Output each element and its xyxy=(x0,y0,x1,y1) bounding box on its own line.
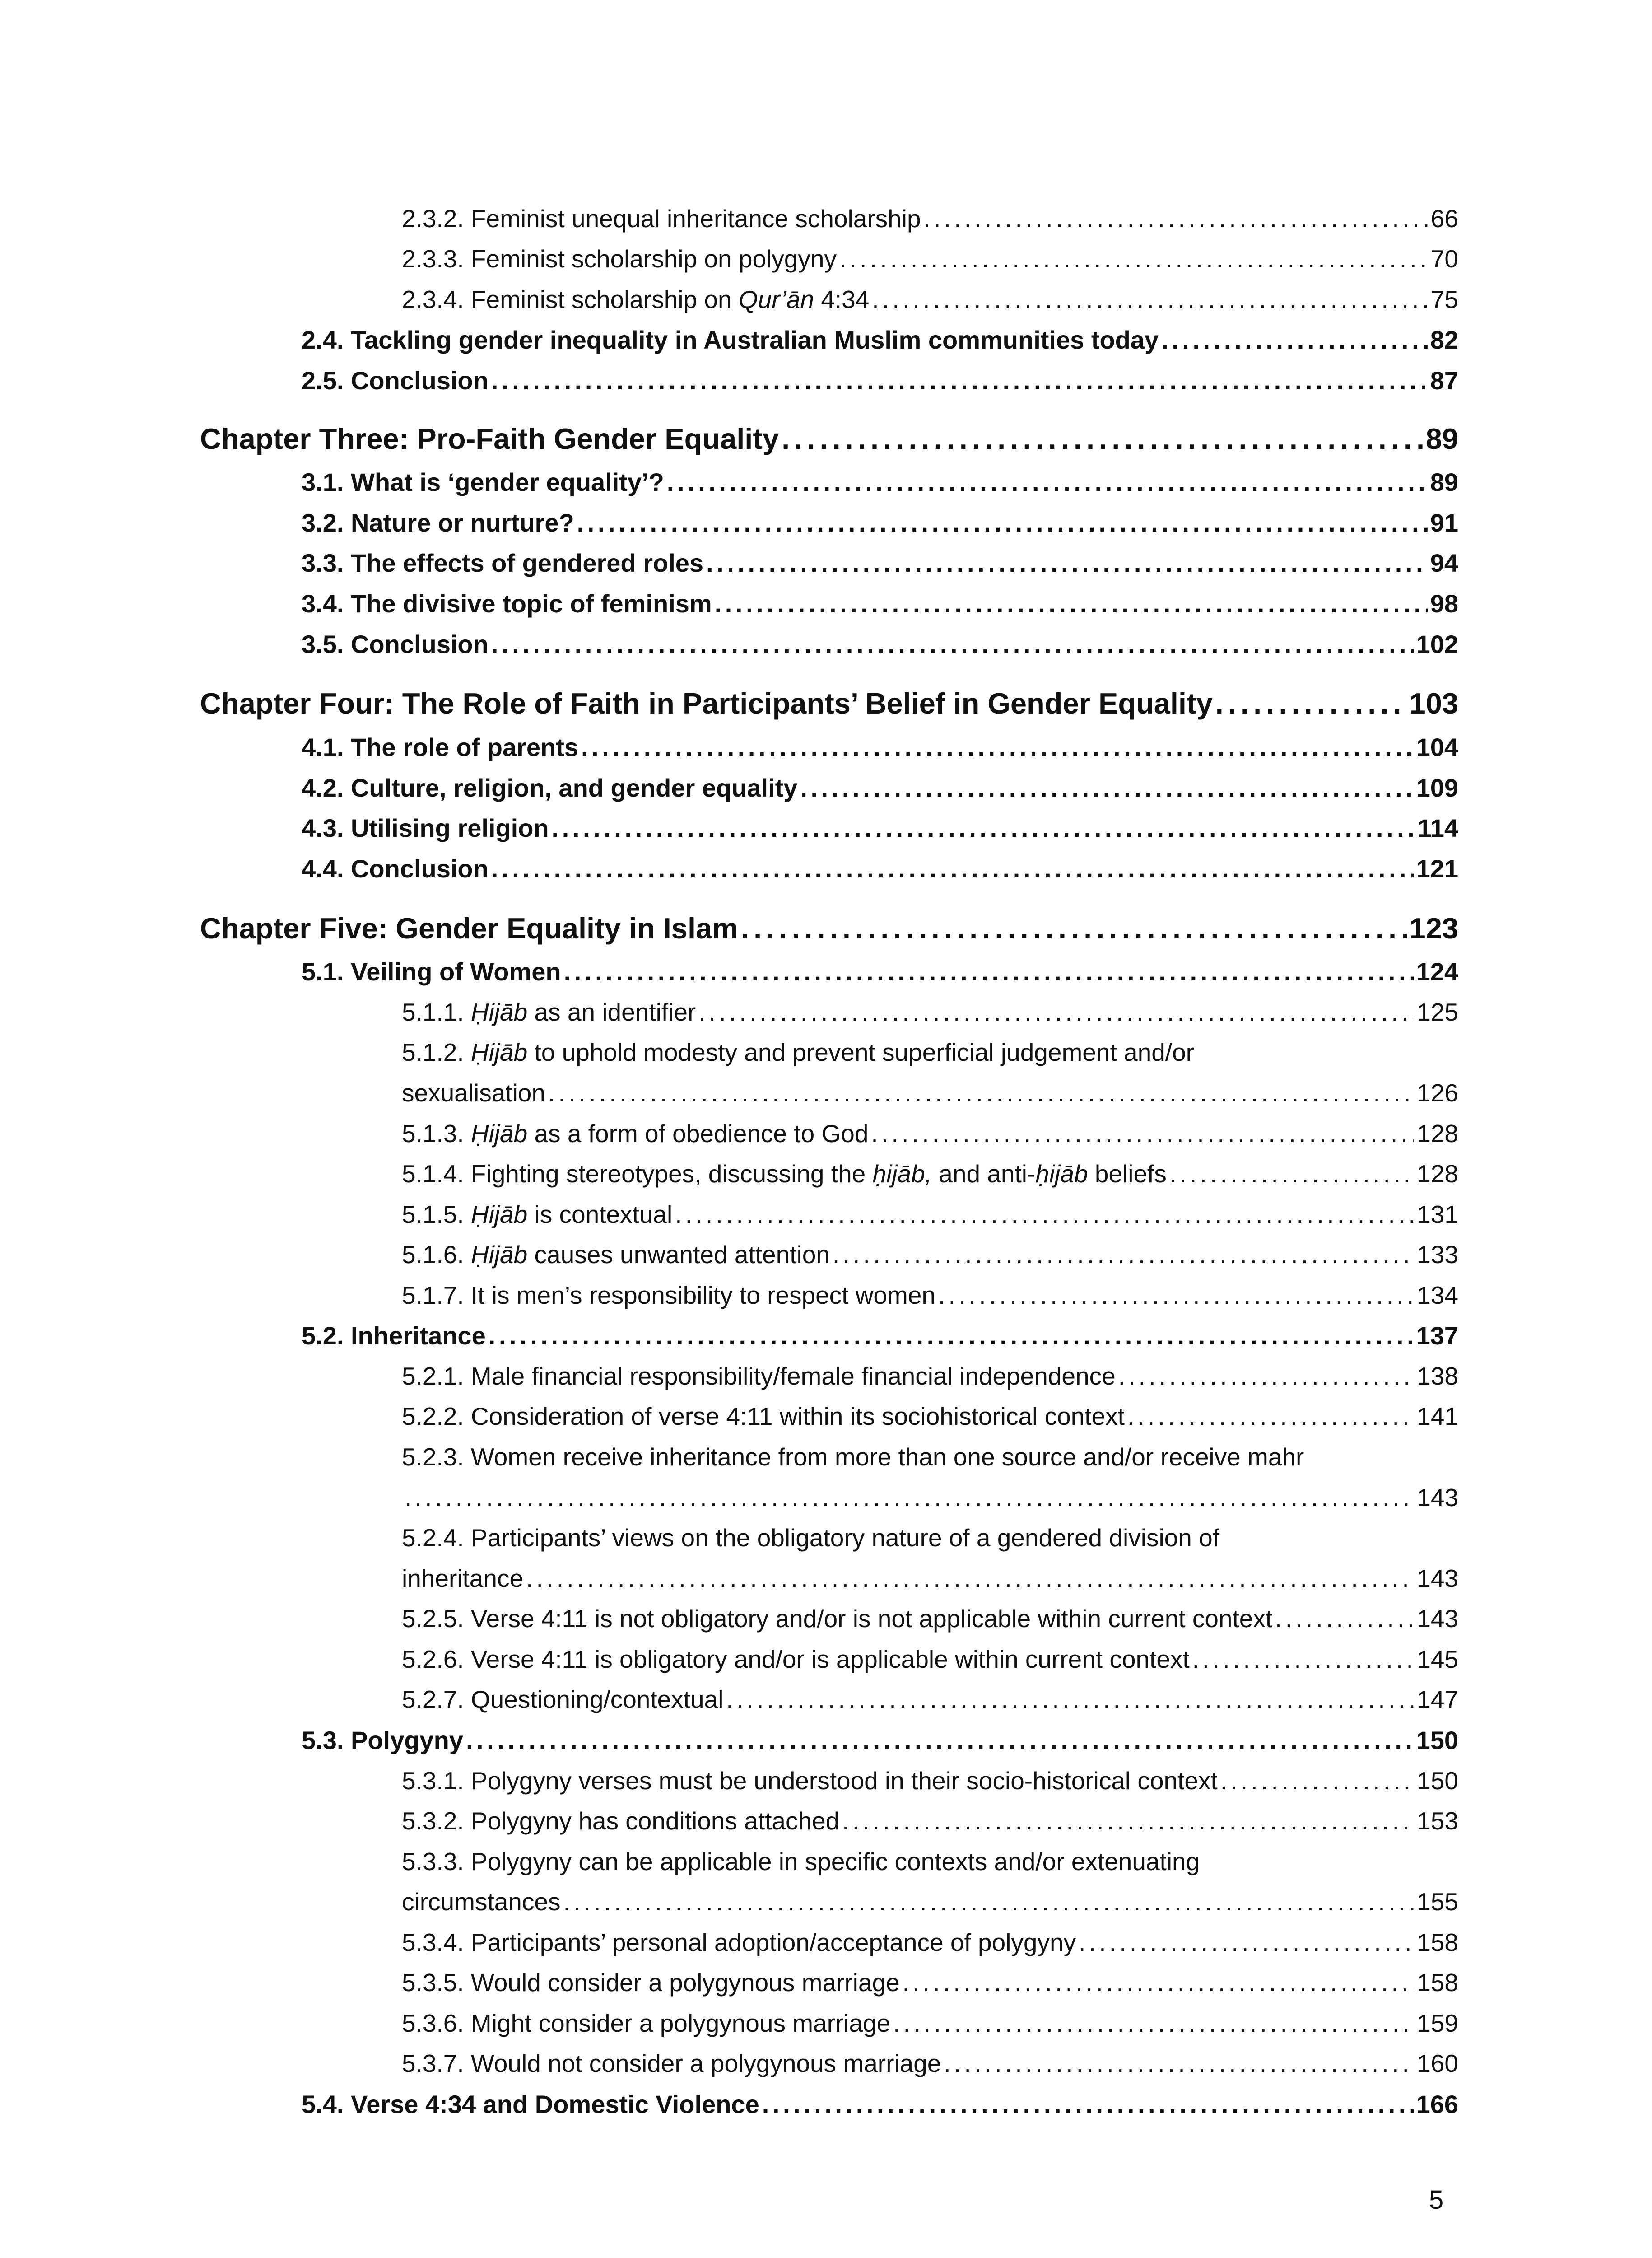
toc-entry[interactable] xyxy=(402,1159,1458,1188)
toc-section[interactable] xyxy=(302,508,1458,537)
toc-entry-title: 3.3. The effects of gendered roles xyxy=(302,549,704,577)
dot-leader xyxy=(893,2009,1414,2038)
toc-entry-page: 109 xyxy=(1416,774,1458,802)
page-number: 5 xyxy=(1429,2185,1444,2215)
toc-entry-title: 4.4. Conclusion xyxy=(302,854,489,883)
dot-leader xyxy=(1079,1928,1414,1957)
toc-entry-title: 3.1. What is ‘gender equality’? xyxy=(302,468,664,496)
dot-leader xyxy=(526,1564,1414,1593)
dot-leader xyxy=(405,1483,1414,1512)
toc-section[interactable] xyxy=(302,589,1458,618)
toc-entry-page: 134 xyxy=(1417,1281,1458,1309)
toc-entry-title: 5.1.7. It is men’s responsibility to respect women xyxy=(402,1281,936,1309)
toc-section[interactable] xyxy=(302,773,1458,802)
dot-leader xyxy=(833,1240,1414,1269)
dot-leader xyxy=(1161,325,1428,355)
toc-entry-title: 3.5. Conclusion xyxy=(302,630,489,658)
dot-leader xyxy=(491,854,1414,883)
toc-entry[interactable] xyxy=(402,1240,1458,1269)
toc-entry-continuation[interactable] xyxy=(402,1564,1458,1593)
toc-chapter[interactable] xyxy=(200,422,1458,456)
toc-entry-title: 5.3.6. Might consider a polygynous marriage xyxy=(402,2009,891,2037)
toc-entry-title: 5.2.6. Verse 4:11 is obligatory and/or is applicable within current context xyxy=(402,1645,1190,1673)
toc-entry-title: inheritance xyxy=(402,1564,524,1592)
toc-entry-title: 5.1.5. Ḥijāb is contextual xyxy=(402,1200,673,1228)
toc-entry-title: 2.3.4. Feminist scholarship on Qur’ān 4:34 xyxy=(402,285,870,313)
dot-leader xyxy=(552,813,1415,843)
toc-entry-title: 3.4. The divisive topic of feminism xyxy=(302,589,712,618)
toc-entry-title: 3.2. Nature or nurture? xyxy=(302,509,574,537)
dot-leader xyxy=(726,1685,1414,1714)
toc-entry-page: 75 xyxy=(1430,285,1458,313)
toc-section[interactable] xyxy=(302,2090,1458,2119)
dot-leader xyxy=(839,244,1428,273)
dot-leader xyxy=(1169,1159,1414,1188)
toc-entry-page: 150 xyxy=(1416,1726,1458,1754)
toc-entry-page: 141 xyxy=(1417,1402,1458,1430)
dot-leader xyxy=(782,422,1423,456)
toc-entry-first-line[interactable]: 5.3.3. Polygyny can be applicable in specific contexts and/or extenuating xyxy=(402,1847,1200,1875)
toc-entry-title: 4.1. The role of parents xyxy=(302,733,579,761)
toc-entry[interactable] xyxy=(402,1766,1458,1795)
toc-entry-title: 5.1.1. Ḥijāb as an identifier xyxy=(402,998,696,1026)
toc-entry[interactable] xyxy=(402,1604,1458,1633)
toc-entry-page: 104 xyxy=(1416,733,1458,761)
dot-leader xyxy=(1127,1402,1414,1431)
toc-entry[interactable] xyxy=(402,1968,1458,1997)
dot-leader xyxy=(563,1887,1414,1916)
dot-leader xyxy=(903,1968,1415,1997)
toc-entry-title: 5.1.6. Ḥijāb causes unwanted attention xyxy=(402,1241,830,1269)
toc-entry-page: 102 xyxy=(1416,630,1458,658)
toc-section[interactable] xyxy=(302,854,1458,883)
toc-entry[interactable] xyxy=(402,204,1458,233)
dot-leader xyxy=(872,285,1428,314)
toc-entry-page: 159 xyxy=(1417,2009,1458,2037)
dot-leader xyxy=(581,732,1414,762)
toc-entry-title: 5.3.4. Participants’ personal adoption/acceptance of polygyny xyxy=(402,1928,1076,1956)
dot-leader xyxy=(577,508,1428,537)
toc-entry-title: 4.3. Utilising religion xyxy=(302,814,549,842)
toc-entry-page: 82 xyxy=(1430,326,1458,354)
toc-entry-continuation[interactable] xyxy=(402,1887,1458,1916)
toc-entry-page: 166 xyxy=(1416,2090,1458,2118)
toc-entry[interactable] xyxy=(402,1402,1458,1431)
toc-entry[interactable] xyxy=(402,1281,1458,1310)
toc-entry-title: Chapter Three: Pro-Faith Gender Equality xyxy=(200,422,779,455)
toc-entry[interactable] xyxy=(402,2049,1458,2078)
toc-entry-first-line[interactable]: 5.2.3. Women receive inheritance from more than one source and/or receive mahr xyxy=(402,1443,1304,1471)
toc-entry-title: 5.4. Verse 4:34 and Domestic Violence xyxy=(302,2090,759,2118)
toc-entry-continuation[interactable] xyxy=(402,1483,1458,1512)
toc-entry[interactable] xyxy=(402,2009,1458,2038)
toc-entry-title: 5.3.7. Would not consider a polygynous marriage xyxy=(402,2049,941,2077)
toc-entry-page: 89 xyxy=(1430,468,1458,496)
toc-entry-page: 143 xyxy=(1417,1484,1458,1512)
toc-entry-title: 5.2.7. Questioning/contextual xyxy=(402,1685,724,1713)
toc-section[interactable] xyxy=(302,1321,1458,1350)
toc-entry-page: 98 xyxy=(1430,589,1458,618)
toc-section[interactable] xyxy=(302,325,1458,355)
toc-entry[interactable] xyxy=(402,1928,1458,1957)
toc-section[interactable] xyxy=(302,467,1458,497)
toc-entry-page: 147 xyxy=(1417,1685,1458,1713)
toc-section[interactable] xyxy=(302,732,1458,762)
toc-entry-title: 5.3.1. Polygyny verses must be understood in their socio-historical context xyxy=(402,1767,1218,1795)
toc-entry-page: 87 xyxy=(1430,366,1458,395)
toc-entry-title: 2.3.2. Feminist unequal inheritance scholarship xyxy=(402,205,921,233)
dot-leader xyxy=(1192,1645,1415,1674)
toc-entry-page: 126 xyxy=(1417,1079,1458,1107)
toc-entry-page: 143 xyxy=(1417,1605,1458,1633)
toc-entry-page: 138 xyxy=(1417,1362,1458,1390)
toc-entry-page: 123 xyxy=(1409,912,1458,945)
toc-entry-title: 5.2.2. Consideration of verse 4:11 within its sociohistorical context xyxy=(402,1402,1125,1430)
toc-entry-page: 133 xyxy=(1417,1241,1458,1269)
toc-entry-page: 160 xyxy=(1417,2049,1458,2077)
toc-section[interactable] xyxy=(302,630,1458,659)
toc-entry-page: 153 xyxy=(1417,1807,1458,1835)
toc-entry[interactable] xyxy=(402,1685,1458,1714)
toc-entry-title: 2.3.3. Feminist scholarship on polygyny xyxy=(402,245,837,273)
toc-entry-page: 128 xyxy=(1417,1160,1458,1188)
toc-entry-page: 89 xyxy=(1425,422,1458,455)
dot-leader xyxy=(871,1119,1414,1148)
dot-leader xyxy=(715,589,1428,618)
toc-entry[interactable] xyxy=(402,998,1458,1026)
toc-entry-page: 94 xyxy=(1430,549,1458,577)
toc-entry-title: 4.2. Culture, religion, and gender equality xyxy=(302,774,798,802)
toc-entry-title: 5.2. Inheritance xyxy=(302,1321,486,1350)
toc-entry-title: circumstances xyxy=(402,1888,561,1916)
dot-leader xyxy=(675,1200,1414,1229)
toc-entry-title: 5.1.3. Ḥijāb as a form of obedience to God xyxy=(402,1120,869,1148)
toc-entry-title: 5.2.5. Verse 4:11 is not obligatory and/or is not applicable within current context xyxy=(402,1605,1273,1633)
dot-leader xyxy=(938,1281,1414,1310)
toc-entry[interactable] xyxy=(402,1119,1458,1148)
toc-entry-title: 5.3. Polygyny xyxy=(302,1726,463,1754)
toc-entry-title: 5.3.5. Would consider a polygynous marriage xyxy=(402,1969,900,1997)
dot-leader xyxy=(698,998,1414,1026)
dot-leader xyxy=(491,366,1428,395)
toc-entry-page: 143 xyxy=(1417,1564,1458,1592)
toc-entry-page: 103 xyxy=(1409,687,1458,720)
toc-entry-title: Chapter Five: Gender Equality in Islam xyxy=(200,912,738,945)
toc-entry-page: 66 xyxy=(1430,205,1458,233)
dot-leader xyxy=(491,630,1414,659)
toc-chapter[interactable] xyxy=(200,686,1458,720)
toc-entry-title: 5.2.1. Male financial responsibility/female financial independence xyxy=(402,1362,1116,1390)
toc-entry-page: 124 xyxy=(1416,957,1458,986)
dot-leader xyxy=(924,204,1428,233)
dot-leader xyxy=(489,1321,1414,1350)
toc-entry-first-line[interactable]: 5.1.2. Ḥijāb to uphold modesty and prevent superficial judgement and/or xyxy=(402,1038,1194,1066)
dot-leader xyxy=(548,1078,1414,1107)
toc-entry-title: 2.4. Tackling gender inequality in Australian Muslim communities today xyxy=(302,326,1159,354)
toc-entry[interactable] xyxy=(402,1200,1458,1229)
toc-entry[interactable] xyxy=(402,1362,1458,1390)
toc-entry-page: 91 xyxy=(1430,509,1458,537)
dot-leader xyxy=(1220,1766,1415,1795)
toc-entry-page: 158 xyxy=(1417,1969,1458,1997)
dot-leader xyxy=(564,957,1414,986)
dot-leader xyxy=(466,1726,1414,1755)
toc-entry-page: 114 xyxy=(1417,814,1458,842)
toc-entry-page: 155 xyxy=(1417,1888,1458,1916)
toc-entry-title: 2.5. Conclusion xyxy=(302,366,489,395)
dot-leader xyxy=(1118,1362,1415,1390)
toc-chapter[interactable] xyxy=(200,911,1458,945)
toc-section[interactable] xyxy=(302,1726,1458,1755)
toc-section[interactable] xyxy=(302,366,1458,395)
dot-leader xyxy=(667,467,1428,497)
toc-entry-page: 121 xyxy=(1416,854,1458,883)
toc-entry-title: Chapter Four: The Role of Faith in Participants’ Belief in Gender Equality xyxy=(200,687,1213,720)
toc-entry-page: 128 xyxy=(1417,1120,1458,1148)
toc-entry-page: 131 xyxy=(1417,1200,1458,1228)
toc-entry-continuation[interactable] xyxy=(402,1078,1458,1107)
toc-section[interactable] xyxy=(302,957,1458,986)
toc-entry-page: 150 xyxy=(1417,1767,1458,1795)
dot-leader xyxy=(741,911,1407,945)
toc-entry-page: 145 xyxy=(1417,1645,1458,1673)
toc-entry-first-line[interactable]: 5.2.4. Participants’ views on the obligatory nature of a gendered division of xyxy=(402,1524,1219,1552)
toc-entry-page: 125 xyxy=(1417,998,1458,1026)
toc-entry-title: 5.1. Veiling of Women xyxy=(302,957,561,986)
dot-leader xyxy=(1275,1604,1414,1633)
toc-section[interactable] xyxy=(302,813,1458,843)
dot-leader xyxy=(706,548,1428,578)
toc-entry-title: 5.1.4. Fighting stereotypes, discussing the ḥijāb, and anti-ḥijāb beliefs xyxy=(402,1160,1167,1188)
toc-entry-page: 137 xyxy=(1416,1321,1458,1350)
toc-entry-title: sexualisation xyxy=(402,1079,545,1107)
dot-leader xyxy=(944,2049,1414,2078)
dot-leader xyxy=(842,1806,1414,1835)
toc-section[interactable] xyxy=(302,548,1458,578)
dot-leader xyxy=(1215,686,1407,720)
dot-leader xyxy=(762,2090,1414,2119)
toc-entry[interactable] xyxy=(402,285,1458,314)
toc-entry[interactable] xyxy=(402,1806,1458,1835)
toc-entry[interactable] xyxy=(402,1645,1458,1674)
toc-entry-title: 5.3.2. Polygyny has conditions attached xyxy=(402,1807,840,1835)
dot-leader xyxy=(800,773,1413,802)
toc-entry-page: 158 xyxy=(1417,1928,1458,1956)
toc-entry-page: 70 xyxy=(1430,245,1458,273)
toc-entry[interactable] xyxy=(402,244,1458,273)
